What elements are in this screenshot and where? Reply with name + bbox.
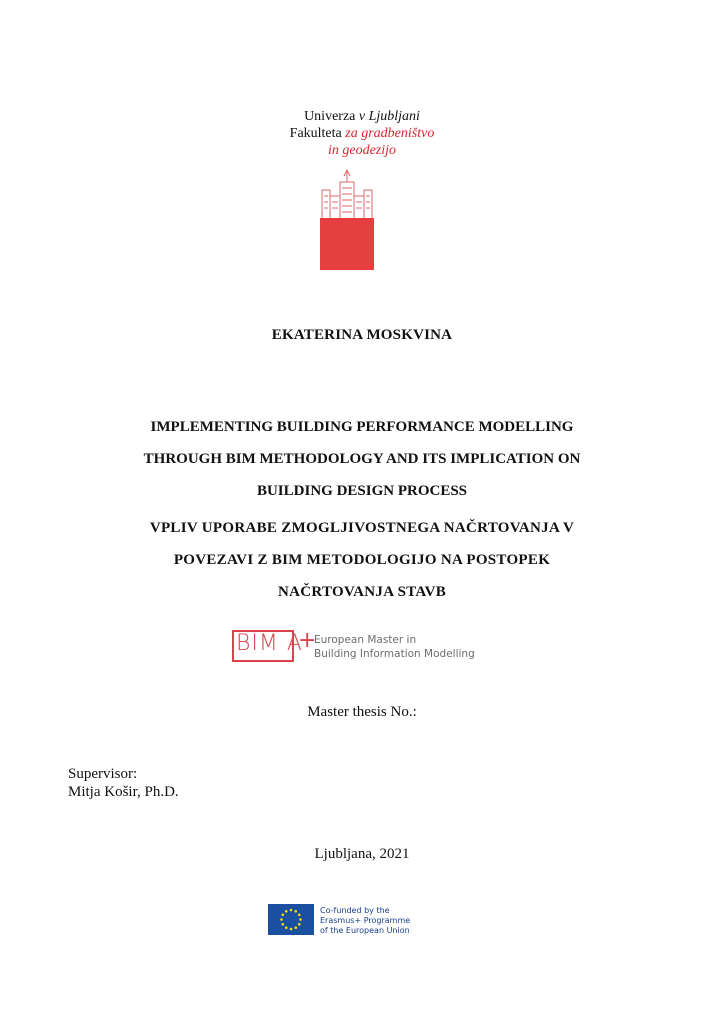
university-logo xyxy=(320,168,374,270)
supervisor-label: Supervisor: xyxy=(68,766,138,782)
bim-a-plus-logo xyxy=(232,628,502,668)
bim-a-plus-sign: + xyxy=(298,628,317,653)
supervisor-name: Mitja Košir, Ph.D. xyxy=(68,784,179,800)
erasmus-caption-line1: Co-funded by the xyxy=(320,906,390,915)
faculty-name-cont: in geodezijo xyxy=(327,143,397,158)
bim-a-caption-line1: European Master in xyxy=(314,634,417,646)
bim-a-caption xyxy=(314,633,475,661)
title-english-line: THROUGH BIM METHODOLOGY AND ITS IMPLICATION ON xyxy=(143,451,581,467)
thesis-number-label: Master thesis No.: xyxy=(307,704,417,720)
erasmus-caption-line3: of the European Union xyxy=(320,926,410,935)
erasmus-logo xyxy=(268,904,468,940)
title-english-line: IMPLEMENTING BUILDING PERFORMANCE MODELLING xyxy=(150,419,574,435)
place-and-year: Ljubljana, 2021 xyxy=(314,846,410,862)
institution-header xyxy=(0,108,724,159)
author-name: EKATERINA MOSKVINA xyxy=(271,327,453,343)
bim-a-caption-line2: Building Information Modelling xyxy=(314,648,475,660)
eu-flag-icon xyxy=(268,904,314,935)
bim-a-mark: BIM A xyxy=(236,631,303,656)
title-english-line: BUILDING DESIGN PROCESS xyxy=(256,483,468,499)
erasmus-caption xyxy=(320,906,410,936)
supervisor-block xyxy=(68,765,179,801)
title-english xyxy=(0,411,724,507)
erasmus-caption-line2: Erasmus+ Programme xyxy=(320,916,411,925)
title-slovenian-line: NAČRTOVANJA STAVB xyxy=(277,584,447,600)
title-slovenian-line: VPLIV UPORABE ZMOGLJIVOSTNEGA NAČRTOVANJA V xyxy=(149,520,575,536)
title-slovenian xyxy=(0,512,724,608)
faculty-name: Fakulteta za gradbeništvo xyxy=(289,126,435,141)
university-name: Univerza v Ljubljani xyxy=(304,109,420,124)
title-slovenian-line: POVEZAVI Z BIM METODOLOGIJO NA POSTOPEK xyxy=(173,552,551,568)
